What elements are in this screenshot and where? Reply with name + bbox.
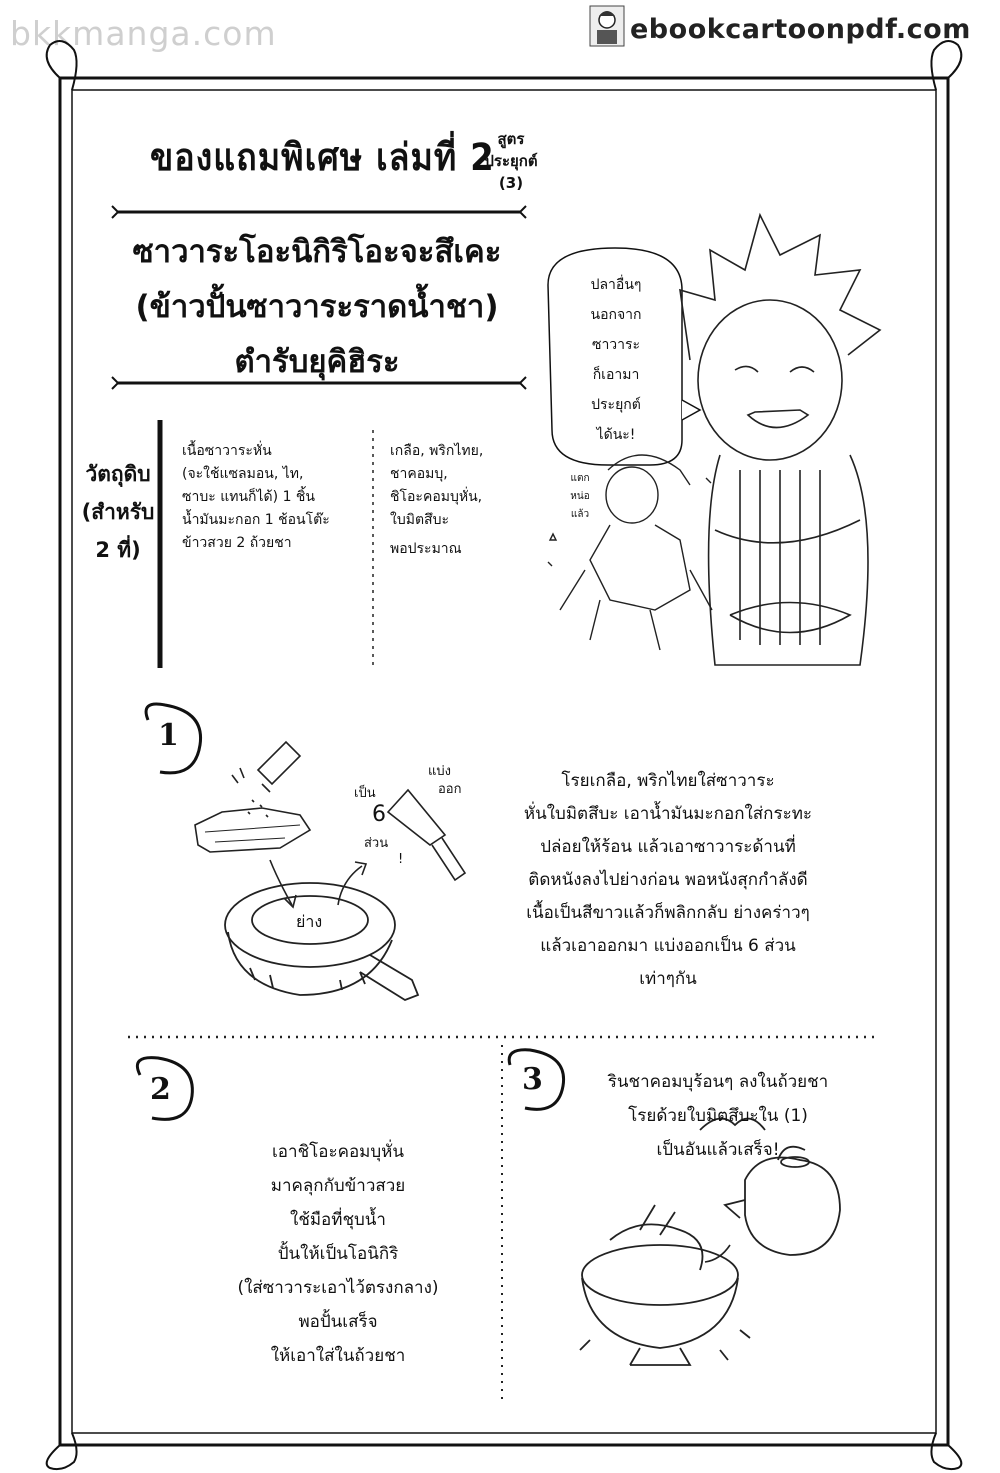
step-line: เท่าๆกัน [639, 969, 697, 989]
sketch-label-cut: ออก [438, 782, 462, 797]
dish-title-line: ตำรับยุคิฮิระ [234, 344, 400, 380]
speech-line: ได้นะ! [596, 427, 636, 443]
step-line: ปล่อยให้ร้อน แล้วเอาซาวาระด้านที่ [540, 837, 796, 857]
step-line: พอปั้นเสร็จ [298, 1312, 378, 1332]
speech-line: ปลาอื่นๆ [590, 277, 642, 293]
step-line: ปั้นให้เป็นโอนิกิริ [277, 1244, 399, 1264]
sketch-label-cut: ส่วน [364, 836, 389, 851]
step-line: ให้เอาใส่ในถ้วยชา [270, 1346, 406, 1366]
sketch-label-cut: เป็น [354, 786, 376, 801]
speech-line: ซาวาระ [591, 337, 641, 353]
speech-line: ก็เอามา [592, 367, 640, 383]
sketch-label-cut: แบ่ง [428, 764, 451, 779]
ingredient-line: ข้าวสวย 2 ถ้วยชา [182, 535, 292, 551]
step-line: รินชาคอมบุร้อนๆ ลงในถ้วยชา [607, 1072, 829, 1092]
dish-title-line: ซาวาระโอะนิกิริโอะจะสึเคะ [132, 234, 502, 270]
page-title: ของแถมพิเศษ เล่มที่ 2 [150, 136, 495, 181]
step-3-number: 3 [522, 1062, 543, 1097]
ingredient-line: ชาคอมบุ, [390, 466, 448, 482]
step-line: เป็นอันแล้วเสร็จ! [656, 1140, 780, 1160]
step-line: โรยด้วยใบมิตสึบะใน (1) [628, 1106, 808, 1126]
ingredients-label [78, 455, 158, 569]
small-note-line: แล้ว [570, 509, 590, 520]
step-1-number: 1 [158, 718, 179, 753]
ingredients-label-line: (สำหรับ [81, 500, 155, 524]
subnote-line: สูตรประยุกต์ [484, 130, 538, 170]
rice-bowl-icon [580, 1205, 750, 1365]
watermark-left: bkkmanga.com [10, 14, 277, 53]
ingredient-line: ชิโอะคอมบุหั่น, [390, 489, 483, 505]
ingredients-label-line: 2 ที่) [95, 538, 141, 562]
speech-bubble [560, 270, 672, 450]
small-note-line: หน่อ [570, 491, 590, 502]
ingredient-line: ซาบะ แทนก็ได้) 1 ชิ้น [182, 489, 315, 505]
dish-title [112, 225, 522, 390]
step-line: เอาชิโอะคอมบุหั่น [272, 1142, 404, 1162]
speech-line: ประยุกต์ [591, 397, 641, 413]
speech-line: นอกจาก [590, 307, 642, 323]
ingredients-list-2 [390, 440, 520, 561]
step-line: ติดหนังลงไปย่างก่อน พอหนังสุกกำลังดี [528, 870, 808, 890]
small-note-line: แตก [570, 473, 590, 484]
character-illustration [680, 215, 880, 665]
step-line: เนื้อเป็นสีขาวแล้วก็พลิกกลับ ย่างคร่าวๆ [526, 903, 810, 923]
step-2-text [218, 1135, 458, 1373]
step-2-number: 2 [150, 1072, 171, 1107]
ingredient-line: เกลือ, พริกไทย, [390, 443, 484, 459]
watermark-right: ebookcartoonpdf.com [630, 14, 971, 45]
ingredient-line: (จะใช้แซลมอน, ไท, [182, 466, 304, 482]
ingredient-line: น้ำมันมะกอก 1 ช้อนโต๊ะ [182, 512, 330, 528]
step-line: โรยเกลือ, พริกไทยใส่ซาวาระ [561, 771, 775, 791]
frying-pan-icon [225, 883, 418, 1000]
subnote-line: (3) [498, 174, 524, 192]
dish-title-line: (ข้าวปั้นซาวาระราดน้ำชา) [135, 289, 499, 325]
ingredients-list-1 [182, 440, 362, 555]
ingredient-line: พอประมาณ [390, 541, 462, 557]
ingredient-line: เนื้อซาวาระหั่น [182, 443, 272, 459]
step-line: หั่นใบมิตสึบะ เอาน้ำมันมะกอกใส่กระทะ [523, 804, 813, 824]
ingredient-line: ใบมิตสึบะ [390, 512, 449, 528]
step-3-text [568, 1065, 868, 1167]
step-line: มาคลุกกับข้าวสวย [270, 1176, 406, 1196]
step-line: (ใส่ซาวาระเอาไว้ตรงกลาง) [237, 1278, 439, 1298]
small-note [561, 470, 599, 524]
salt-shaker-icon [232, 742, 300, 817]
sketch-label-cut: ! [398, 852, 404, 867]
step-line: แล้วเอาออกมา แบ่งออกเป็น 6 ส่วน [540, 936, 796, 956]
ingredients-label-line: วัตถุดิบ [85, 462, 151, 486]
subnote [478, 128, 544, 194]
sketch-label-grill: ย่าง [296, 912, 323, 931]
step-1-text [478, 765, 858, 996]
sketch-label-cut: 6 [372, 802, 386, 827]
step-line: ใช้มือที่ชุบน้ำ [290, 1210, 386, 1230]
